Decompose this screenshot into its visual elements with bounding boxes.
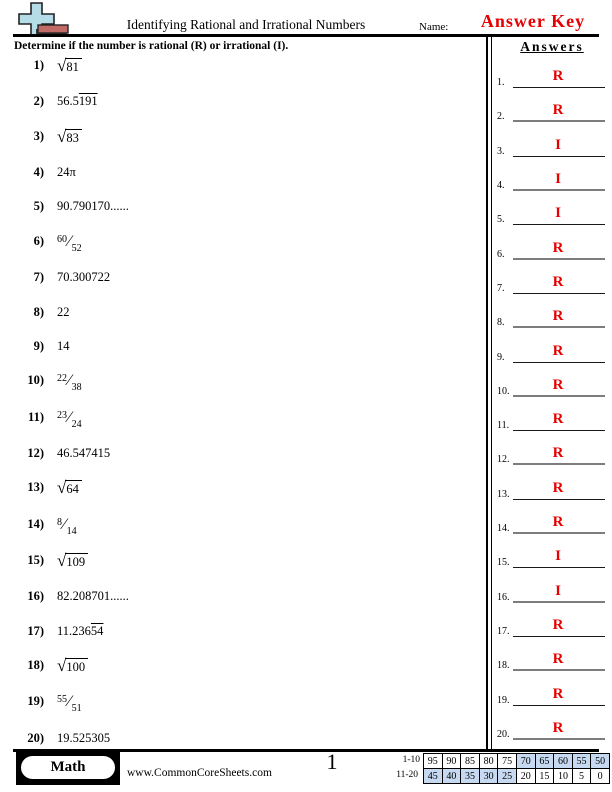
grade-table-row [424,754,610,769]
radicand: 81 [65,58,82,75]
answer-value: I [555,136,561,153]
problem-number: 7) [33,270,44,285]
radical-icon: √ [57,478,67,498]
grade-cell: 60 [554,754,573,769]
answer-value: R [552,685,564,702]
grade-cell: 90 [442,754,461,769]
problem-row [14,731,464,746]
answer-number: 12. [497,454,510,466]
problem-expression: 56.5191 [57,94,98,109]
answer-value: R [552,68,564,84]
answer-value: R [552,651,564,668]
answer-value: I [555,170,561,187]
answer-blank-line [513,532,605,534]
grade-cell: 0 [591,769,610,784]
square-root-expression [57,126,82,146]
problem-expression: 22 [57,304,70,319]
problem-expression [57,658,88,675]
answer-row [497,579,605,603]
grade-cell: 15 [535,769,554,784]
answer-number: 20. [497,728,510,740]
answer-value: R [552,411,564,428]
radical-icon: √ [57,656,67,676]
fraction-slash: ⁄ [68,408,71,426]
fraction-denominator: 38 [71,382,82,394]
answer-number: 18. [497,660,510,672]
problem-number: 14) [27,516,44,531]
problem-row [14,624,464,639]
answer-number: 14. [497,523,510,535]
answer-blank-line [513,567,605,568]
answer-blank-line [513,738,605,740]
answer-blank-line [513,87,605,88]
radicand: 109 [65,553,88,570]
fraction-slash: ⁄ [63,515,66,533]
repeating-decimal-overline: 54 [90,623,104,638]
problem-row [14,126,464,146]
answer-row [497,716,605,740]
grade-table [423,753,610,784]
answer-row [497,201,605,225]
problem-expression: 14 [57,338,70,353]
answer-value: R [552,617,564,633]
answer-value: R [552,719,564,736]
grade-cell: 65 [535,754,554,769]
problem-expression [57,408,82,430]
name-label: Name: [419,21,449,33]
problem-row [14,339,464,354]
answer-value: R [552,342,564,359]
problem-expression [57,515,77,537]
problem-number: 10) [27,373,44,388]
answer-value: R [552,514,564,531]
answer-blank-line [513,463,605,465]
repeating-decimal-overline: 191 [78,94,98,109]
subject-badge: Math [20,755,116,780]
grade-row2-label: 11-20 [396,770,418,780]
square-root-expression [57,658,88,675]
answer-blank-line [513,669,605,671]
problem-row [14,408,464,430]
fraction-slash: ⁄ [68,372,71,390]
grade-cell: 85 [461,754,480,769]
fraction-slash: ⁄ [68,693,71,711]
radical-icon: √ [57,551,67,571]
problem-expression: 24π [57,165,76,180]
problem-row [14,199,464,214]
answer-blank-line [513,430,605,431]
problem-row [14,515,464,537]
answer-key-label: Answer Key [480,11,586,31]
grade-cell: 35 [461,769,480,784]
answer-number: 4. [497,179,505,191]
answer-row [497,613,605,637]
answer-row [497,407,605,431]
answer-row [497,373,605,397]
fraction-denominator: 52 [71,242,82,254]
grade-cell: 40 [442,769,461,784]
problems-list [14,58,464,746]
problem-row [14,165,464,180]
answers-header: Answers [520,39,584,54]
answers-list [497,64,605,740]
problem-row [14,589,464,604]
answer-blank-line [513,362,605,363]
answer-row [497,647,605,671]
answer-blank-line [513,224,605,225]
answer-row [497,304,605,328]
grade-cell: 75 [498,754,517,769]
grade-cell: 20 [516,769,535,784]
grade-cell: 45 [424,769,443,784]
problem-number: 16) [27,589,44,604]
problem-row [14,446,464,461]
fraction-denominator: 51 [71,703,82,715]
answer-blank-line [513,156,605,157]
grade-cell: 5 [572,769,591,784]
answer-number: 3. [497,145,505,157]
grade-cell: 25 [498,769,517,784]
fraction-numerator: 22 [57,373,67,385]
problem-expression: 82.208701...... [57,589,129,604]
answer-value: R [552,308,564,325]
answer-blank-line [513,258,605,260]
answer-row [497,98,605,122]
square-root-expression [57,480,82,497]
problem-expression: 11.23654 [57,623,104,638]
answer-number: 9. [497,351,505,363]
answer-number: 15. [497,557,510,569]
square-root-expression [57,58,82,75]
answer-row [497,682,605,706]
answer-blank-line [513,395,605,397]
problem-row [14,480,464,497]
answer-value: I [555,205,561,222]
answer-blank-line [513,636,605,637]
problem-number: 11) [28,409,44,424]
answer-row [497,441,605,465]
answer-value: R [552,239,564,256]
problem-expression [57,372,82,394]
problem-number: 5) [33,199,44,214]
radicand: 100 [65,658,88,675]
square-root-expression [57,553,88,570]
answer-value: R [552,479,564,496]
grade-table-row [424,769,610,784]
grade-cell: 50 [591,754,610,769]
answer-row [497,236,605,260]
grade-cell: 70 [516,754,535,769]
answer-number: 1. [497,77,505,88]
grade-cell: 80 [479,754,498,769]
subject-banner [16,751,120,785]
radicand: 83 [65,129,82,146]
fraction-denominator: 14 [66,525,77,537]
answer-row [497,133,605,157]
problem-expression: 46.547415 [57,445,111,460]
answer-row [497,476,605,500]
grade-cell: 30 [479,769,498,784]
answer-number: 16. [497,591,510,603]
answer-number: 11. [497,420,510,432]
problem-expression: 90.790170...... [57,199,129,214]
fraction-numerator: 23 [57,409,67,421]
answer-value: I [555,582,561,599]
answer-blank-line [513,293,605,294]
problem-expression [57,232,82,254]
problem-expression [57,553,88,570]
answer-blank-line [513,705,605,706]
radicand: 64 [65,480,82,497]
answer-row [497,64,605,88]
answer-number: 2. [497,111,505,123]
grade-cell: 10 [554,769,573,784]
problem-row [14,372,464,394]
fraction-numerator: 60 [57,233,67,245]
answer-row [497,167,605,191]
answer-blank-line [513,601,605,603]
page-title: Identifying Rational and Irrational Numbers [126,17,366,32]
answer-number: 17. [497,626,510,637]
header-rule [13,34,599,37]
answer-number: 8. [497,317,505,329]
problem-number: 2) [33,94,44,109]
answer-value: R [552,102,564,119]
problem-expression [57,480,82,497]
problem-row [14,94,464,109]
answer-value: R [552,273,564,290]
problem-number: 19) [27,694,44,709]
instruction-text: Determine if the number is rational (R) or irrational (I). [14,40,289,52]
grade-cell: 95 [424,754,443,769]
problem-expression [57,58,82,75]
problem-number: 8) [33,304,44,319]
answer-value: I [555,548,561,565]
problem-number: 12) [27,445,44,460]
answer-row [497,339,605,363]
column-divider [486,37,492,749]
problem-expression [57,693,82,715]
answer-number: 6. [497,248,505,260]
radical-icon: √ [57,126,67,146]
problem-number: 9) [33,338,44,353]
fraction-numerator: 8 [57,516,62,528]
problem-row [14,58,464,75]
problem-number: 20) [27,730,44,745]
answer-blank-line [513,189,605,191]
problem-row [14,658,464,675]
problem-number: 17) [27,623,44,638]
website-text: www.CommonCoreSheets.com [127,767,272,779]
fraction-numerator: 55 [57,694,67,706]
answer-blank-line [513,120,605,122]
problem-row [14,270,464,285]
answer-blank-line [513,326,605,328]
answer-row [497,510,605,534]
fraction-denominator: 24 [71,418,82,430]
problem-number: 18) [27,658,44,673]
problem-expression: 70.300722 [57,270,111,285]
problem-row [14,553,464,570]
problem-number: 1) [33,58,44,72]
problem-row [14,693,464,715]
problem-expression [57,126,82,146]
fraction-slash: ⁄ [68,232,71,250]
problem-number: 15) [27,553,44,568]
answer-number: 13. [497,488,510,500]
answer-row [497,270,605,294]
problem-number: 3) [33,128,44,143]
problem-expression: 19.525305 [57,730,111,745]
answer-row [497,544,605,568]
page-number: 1 [326,749,338,774]
answer-blank-line [513,499,605,500]
answer-number: 7. [497,282,505,294]
grade-cell: 55 [572,754,591,769]
answer-number: 10. [497,385,510,397]
answer-value: R [552,445,564,462]
radical-icon: √ [57,56,67,75]
problem-number: 13) [27,480,44,495]
problem-number: 4) [33,165,44,180]
problem-number: 6) [33,233,44,248]
answer-number: 5. [497,214,505,226]
problem-row [14,232,464,254]
answer-number: 19. [497,694,510,706]
answer-value: R [552,376,564,393]
problem-row [14,305,464,320]
grade-row1-label: 1-10 [402,755,420,765]
